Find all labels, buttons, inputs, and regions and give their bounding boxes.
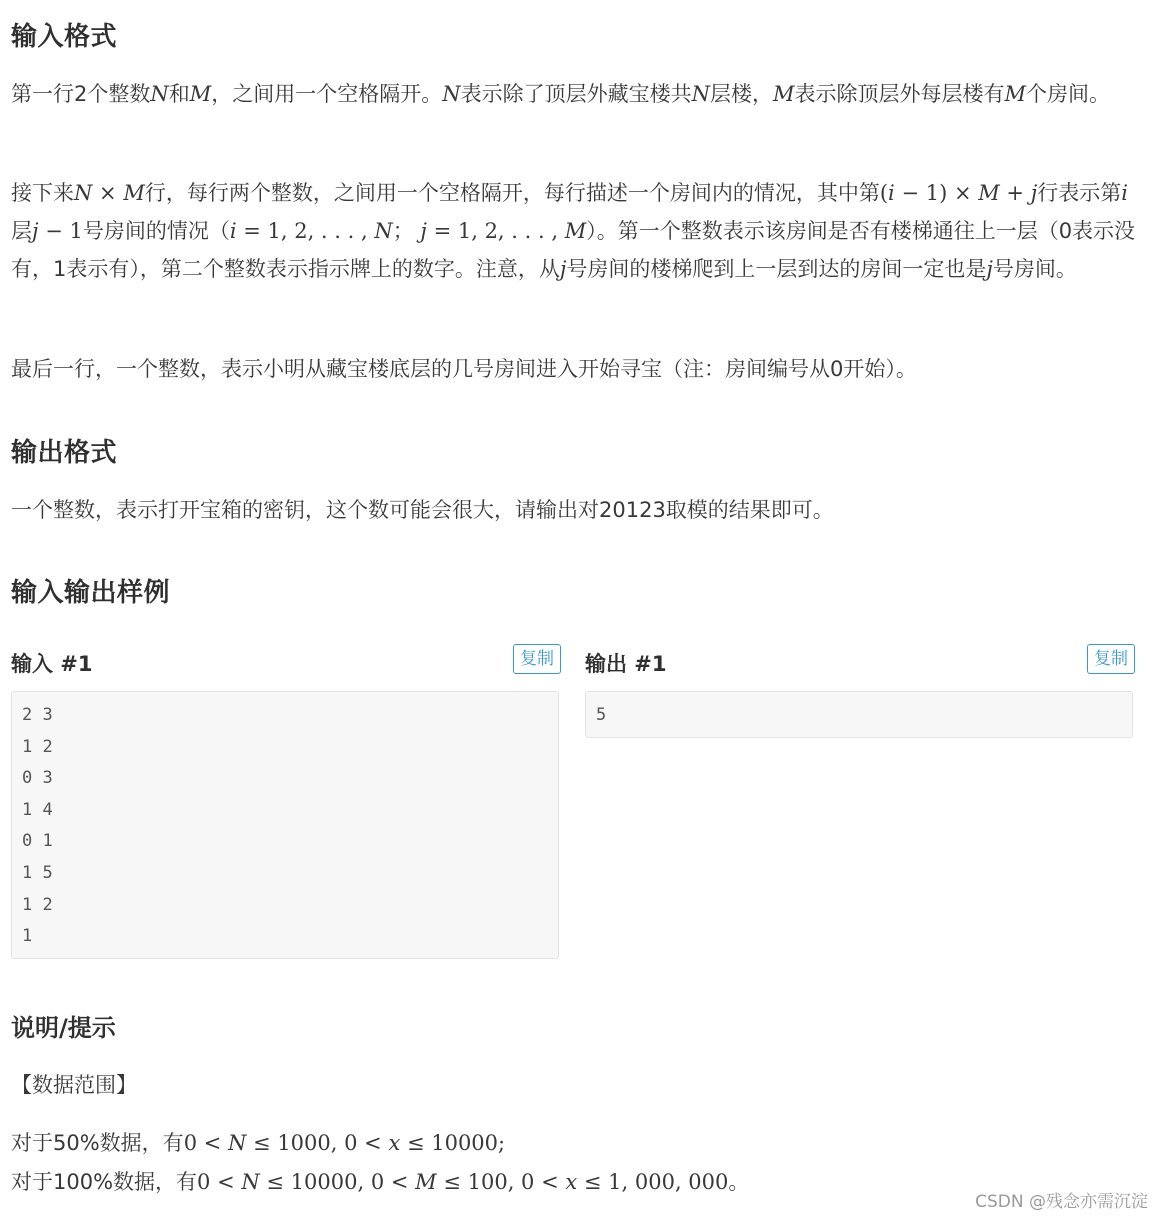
sample-input-line: 1 bbox=[22, 926, 33, 947]
text-segment: 接下来 bbox=[11, 181, 74, 205]
text-segment: 对于100%数据，有 bbox=[11, 1170, 198, 1194]
sample-output-title: 输出 #1 bbox=[585, 652, 667, 676]
input-format-para3 bbox=[11, 350, 1141, 388]
text-segment: 最后一行，一个整数，表示小明从藏宝楼底层的几号房间进入开始寻宝（注：房间编号从0开始）。 bbox=[11, 357, 917, 381]
math-expression: 0 < bbox=[183, 1131, 228, 1155]
text-segment: 。 bbox=[728, 1170, 750, 1194]
math-expression: ≤ 100, 0 < bbox=[436, 1170, 566, 1194]
math-expression: 0 < bbox=[197, 1170, 242, 1194]
sample-input-line: 0 3 bbox=[22, 768, 53, 789]
math-expression: ≤ 10000; bbox=[400, 1131, 506, 1155]
math-variable: N bbox=[228, 1131, 247, 1155]
copy-input-button[interactable]: 复制 bbox=[513, 644, 561, 674]
text-segment: 第一行2个整数 bbox=[11, 82, 151, 106]
hint-line-50 bbox=[11, 1124, 505, 1162]
text-segment: 层楼， bbox=[710, 82, 774, 106]
math-variable: i bbox=[1121, 181, 1128, 205]
math-variable: N bbox=[74, 181, 93, 205]
text-segment: 表示除顶层外每层楼有 bbox=[794, 82, 1005, 106]
math-variable: N bbox=[442, 82, 461, 106]
output-format-heading: 输出格式 bbox=[11, 438, 118, 468]
math-variable: M bbox=[189, 82, 212, 106]
math-variable: N bbox=[374, 219, 393, 243]
sample-input-line: 1 2 bbox=[22, 894, 53, 915]
sample-input-line: 0 1 bbox=[22, 831, 53, 852]
input-format-para1 bbox=[11, 75, 1141, 113]
text-segment: ，之间用一个空格隔开。 bbox=[211, 82, 443, 106]
math-expression: + bbox=[999, 181, 1031, 205]
math-expression: − 1) × bbox=[894, 181, 979, 205]
math-expression: ≤ 1000, 0 < bbox=[246, 1131, 389, 1155]
math-expression: = 1, 2, . . . , bbox=[236, 219, 375, 243]
math-variable: j bbox=[1030, 181, 1038, 205]
math-expression: ≤ 1, 000, 000 bbox=[577, 1170, 729, 1194]
sample-output-panel bbox=[585, 644, 1135, 725]
sample-input-line: 1 2 bbox=[22, 736, 53, 757]
copy-output-button[interactable]: 复制 bbox=[1087, 644, 1135, 674]
math-variable: M bbox=[564, 219, 587, 243]
math-variable: j bbox=[986, 257, 993, 281]
text-segment: 表示除了顶层外藏宝楼共 bbox=[460, 82, 692, 106]
text-segment: 和 bbox=[168, 82, 190, 106]
text-segment: 个房间。 bbox=[1026, 82, 1111, 106]
text-segment: 行，每行两个整数，之间用一个空格隔开，每行描述一个房间内的情况，其中第 bbox=[144, 181, 880, 205]
text-segment: 对于50%数据，有 bbox=[11, 1131, 184, 1155]
text-segment: 层 bbox=[11, 219, 32, 243]
output-format-para bbox=[11, 491, 1141, 529]
math-variable: j bbox=[420, 219, 427, 243]
input-format-para2 bbox=[11, 174, 1141, 288]
math-expression: ( bbox=[879, 181, 889, 205]
sample-input-line: 1 4 bbox=[22, 799, 53, 820]
math-variable: M bbox=[773, 82, 795, 106]
math-expression: − 1 bbox=[38, 219, 83, 243]
math-variable: j bbox=[559, 257, 567, 281]
text-segment: 号房间。 bbox=[992, 257, 1077, 281]
math-variable: M bbox=[415, 1170, 437, 1194]
sample-input-panel bbox=[11, 644, 561, 947]
math-variable: N bbox=[691, 82, 711, 106]
hint-heading: 说明/提示 bbox=[11, 1014, 116, 1042]
data-range-label: 【数据范围】 bbox=[11, 1073, 137, 1097]
sample-input-line: 2 3 bbox=[22, 705, 53, 725]
text-segment: ）。第一个整数表示该房间是否有楼梯通往上一层（0表示没有，1表示有），第二个整数表示指示牌上的数字。注意，从 bbox=[11, 219, 1136, 281]
text-segment: 号房间的情况（ bbox=[82, 219, 230, 243]
sample-input-title: 输入 #1 bbox=[11, 652, 93, 676]
sample-output-line: 5 bbox=[596, 705, 607, 725]
sample-input-line: 1 5 bbox=[22, 862, 53, 883]
csdn-watermark: CSDN @残念亦需沉淀 bbox=[975, 1192, 1148, 1212]
math-variable: j bbox=[32, 219, 39, 243]
math-variable: i bbox=[229, 219, 237, 243]
math-variable: N bbox=[150, 82, 169, 106]
input-format-heading: 输入格式 bbox=[11, 22, 118, 52]
sample-input-header bbox=[11, 644, 561, 684]
text-segment: 号房间的楼梯爬到上一层到达的房间一定也是 bbox=[566, 257, 987, 281]
sample-output-header bbox=[585, 644, 1135, 684]
math-variable: x bbox=[565, 1170, 578, 1194]
math-variable: i bbox=[888, 181, 895, 205]
hint-line-100 bbox=[11, 1163, 749, 1201]
text-segment: ； bbox=[392, 219, 421, 243]
math-variable: x bbox=[388, 1131, 401, 1155]
math-variable: M bbox=[1004, 82, 1027, 106]
math-variable: M bbox=[978, 181, 1000, 205]
math-variable: N bbox=[241, 1170, 260, 1194]
math-expression: = 1, 2, . . . , bbox=[426, 219, 565, 243]
math-expression: ≤ 10000, 0 < bbox=[259, 1170, 416, 1194]
sample-input-code[interactable] bbox=[11, 691, 559, 959]
text-segment: 一个整数，表示打开宝箱的密钥，这个数可能会很大，请输出对20123取模的结果即可。 bbox=[11, 498, 834, 522]
sample-output-code[interactable] bbox=[585, 691, 1133, 738]
math-expression: × bbox=[92, 181, 124, 205]
math-variable: M bbox=[123, 181, 145, 205]
samples-heading: 输入输出样例 bbox=[11, 578, 171, 608]
text-segment: 行表示第 bbox=[1037, 181, 1122, 205]
